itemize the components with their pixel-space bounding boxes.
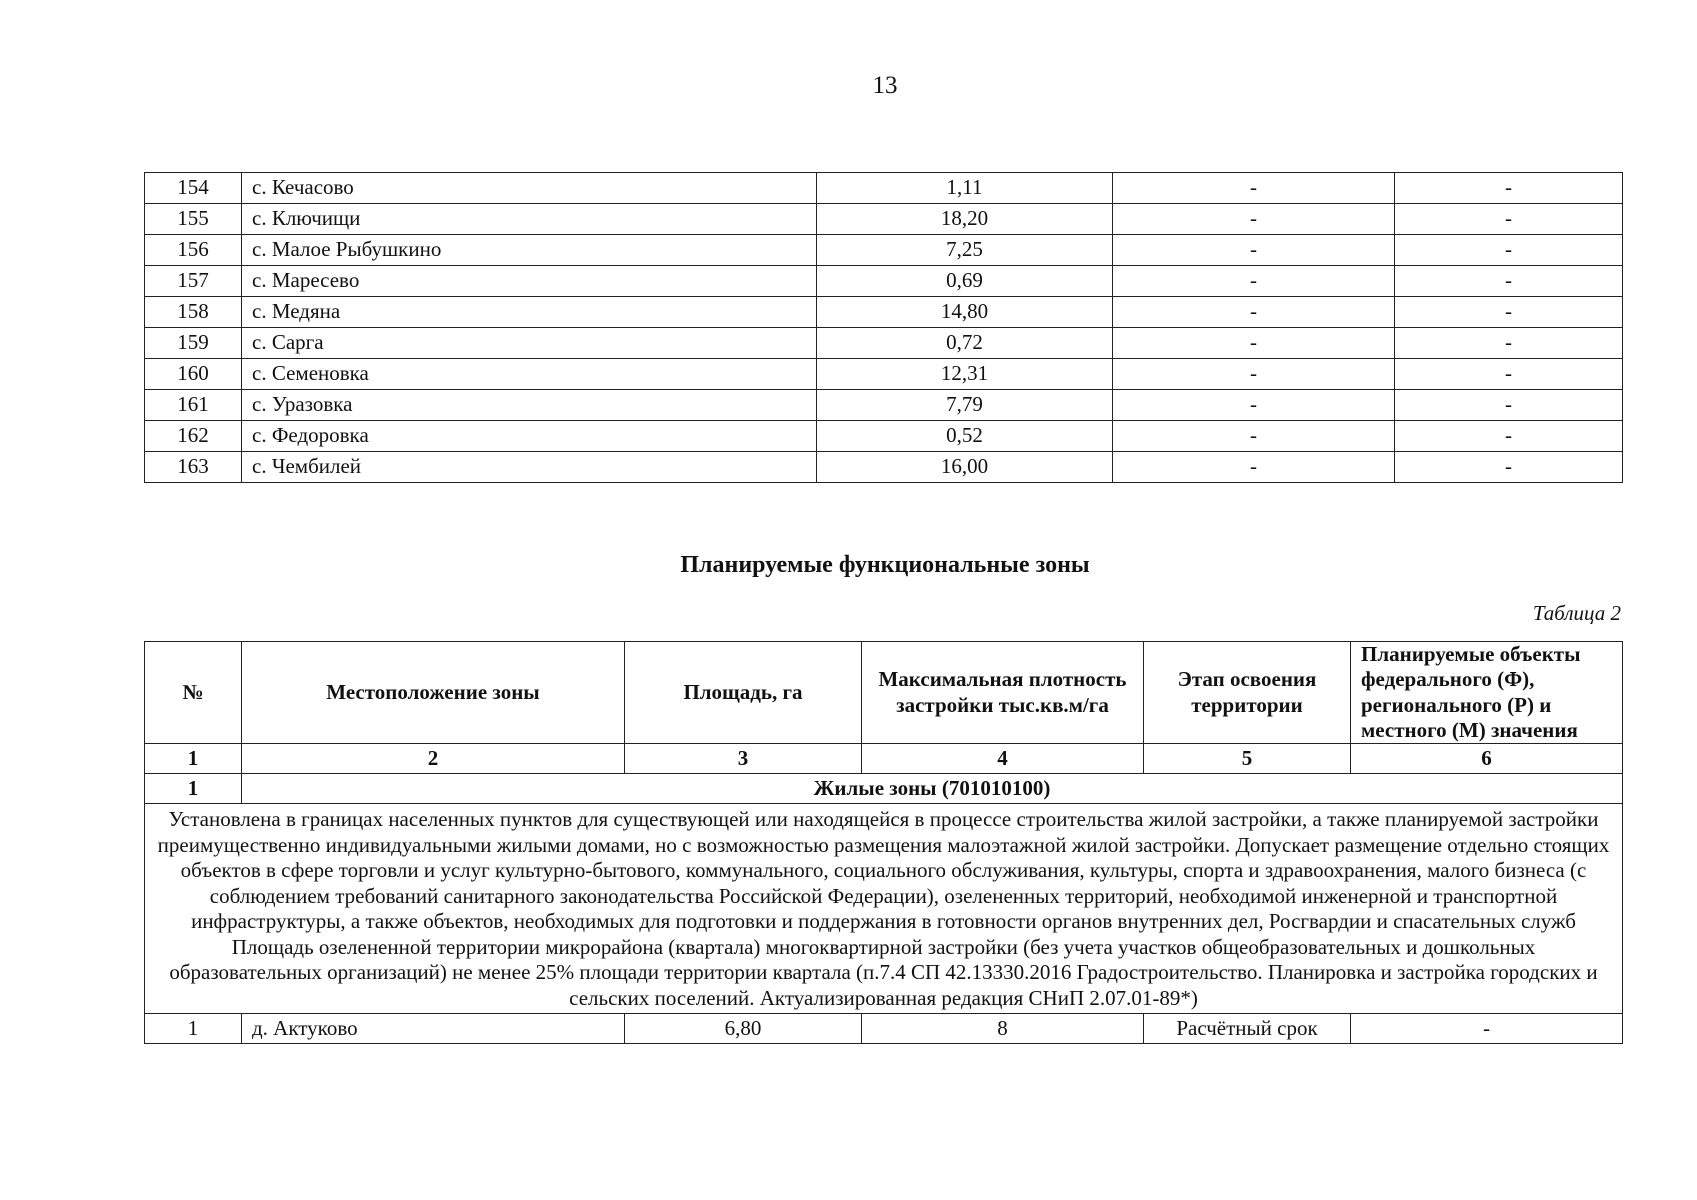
table-row — [145, 1014, 1623, 1044]
zone-description-row — [145, 804, 1623, 1014]
cell-col4: - — [1113, 297, 1395, 328]
cell-num: 157 — [145, 266, 242, 297]
cell-num: 1 — [145, 1014, 242, 1044]
cell-settlement-name: с. Ключищи — [242, 204, 817, 235]
table-row — [145, 328, 1623, 359]
cell-area: 0,52 — [817, 421, 1113, 452]
cell-col4: - — [1113, 390, 1395, 421]
header-num: № — [145, 642, 242, 744]
zones-table — [144, 641, 1623, 1044]
zone-title-row — [145, 774, 1623, 804]
cell-col5: - — [1395, 328, 1623, 359]
cell-col4: - — [1113, 359, 1395, 390]
column-number: 5 — [1144, 744, 1351, 774]
cell-col4: - — [1113, 421, 1395, 452]
cell-area: 0,72 — [817, 328, 1113, 359]
cell-area: 16,00 — [817, 452, 1113, 483]
cell-col4: - — [1113, 328, 1395, 359]
table-row — [145, 266, 1623, 297]
table-row — [145, 173, 1623, 204]
cell-settlement-name: с. Малое Рыбушкино — [242, 235, 817, 266]
cell-location: д. Актуково — [242, 1014, 625, 1044]
cell-settlement-name: с. Федоровка — [242, 421, 817, 452]
cell-area: 0,69 — [817, 266, 1113, 297]
cell-area: 18,20 — [817, 204, 1113, 235]
zone-title: Жилые зоны (701010100) — [242, 774, 1623, 804]
table-row — [145, 390, 1623, 421]
column-number: 6 — [1351, 744, 1623, 774]
settlements-table-body — [145, 173, 1623, 483]
table-row — [145, 421, 1623, 452]
cell-stage: Расчётный срок — [1144, 1014, 1351, 1044]
table-row — [145, 452, 1623, 483]
cell-col5: - — [1395, 390, 1623, 421]
table-row — [145, 235, 1623, 266]
cell-col5: - — [1395, 235, 1623, 266]
settlements-table — [144, 172, 1623, 483]
page-number: 13 — [872, 72, 898, 99]
cell-col4: - — [1113, 235, 1395, 266]
cell-settlement-name: с. Сарга — [242, 328, 817, 359]
section-title: Планируемые функциональные зоны — [680, 552, 1090, 578]
header-objects: Планируемые объекты федерального (Ф), регионального (Р) и местного (М) значения — [1351, 642, 1623, 744]
header-area: Площадь, га — [625, 642, 862, 744]
table-row — [145, 204, 1623, 235]
cell-col4: - — [1113, 204, 1395, 235]
cell-col5: - — [1395, 421, 1623, 452]
column-number: 4 — [862, 744, 1144, 774]
header-density: Максимальная плотность застройки тыс.кв.м/га — [862, 642, 1144, 744]
cell-num: 163 — [145, 452, 242, 483]
cell-num: 156 — [145, 235, 242, 266]
column-number: 1 — [145, 744, 242, 774]
cell-settlement-name: с. Маресево — [242, 266, 817, 297]
header-location: Местоположение зоны — [242, 642, 625, 744]
column-number: 3 — [625, 744, 862, 774]
cell-col5: - — [1395, 359, 1623, 390]
cell-col5: - — [1395, 204, 1623, 235]
cell-objects: - — [1351, 1014, 1623, 1044]
cell-area: 14,80 — [817, 297, 1113, 328]
cell-area: 7,79 — [817, 390, 1113, 421]
cell-col4: - — [1113, 266, 1395, 297]
cell-settlement-name: с. Медяна — [242, 297, 817, 328]
zone-description — [145, 804, 1623, 1014]
cell-area: 1,11 — [817, 173, 1113, 204]
zone-number: 1 — [145, 774, 242, 804]
cell-area: 7,25 — [817, 235, 1113, 266]
cell-col5: - — [1395, 297, 1623, 328]
cell-num: 154 — [145, 173, 242, 204]
table-caption: Таблица 2 — [1532, 601, 1621, 625]
cell-col5: - — [1395, 452, 1623, 483]
column-numbers-row — [145, 744, 1623, 774]
column-number: 2 — [242, 744, 625, 774]
cell-col5: - — [1395, 266, 1623, 297]
cell-density: 8 — [862, 1014, 1144, 1044]
header-row — [145, 642, 1623, 744]
table-row — [145, 297, 1623, 328]
cell-settlement-name: с. Уразовка — [242, 390, 817, 421]
zone-description-paragraph: Площадь озелененной территории микрорайона (квартала) многоквартирной застройки (без учета участков общеобразовательных и дошкольных образовательных организаций) не менее 25% площади территории квартала (п.7.4 СП 42.13330.2016 Градостроительство. Планировка и застройка городских и сельских поселений. Актуализированная редакция СНиП 2.07.01-89*) — [169, 934, 1598, 1010]
cell-area: 12,31 — [817, 359, 1113, 390]
cell-num: 159 — [145, 328, 242, 359]
table-row — [145, 359, 1623, 390]
cell-area: 6,80 — [625, 1014, 862, 1044]
cell-settlement-name: с. Семеновка — [242, 359, 817, 390]
cell-num: 158 — [145, 297, 242, 328]
cell-settlement-name: с. Кечасово — [242, 173, 817, 204]
zone-description-paragraph: Установлена в границах населенных пунктов для существующей или находящейся в процессе строительства жилой застройки, а также планируемой застройки преимущественно индивидуальными жилыми домами, но с возможностью размещения малоэтажной жилой застройки. Допускает размещение отдельно стоящих объектов в сфере торговли и услуг культурно-бытового, коммунального, социального обслуживания, культуры, спорта и здравоохранения, малого бизнеса (с соблюдением требований санитарного законодательства Российской Федерации), озелененных территорий, необходимой инженерной и транспортной инфраструктуры, а также объектов, необходимых для подготовки и поддержания в готовности органов внутренних дел, Росгвардии и спасательных служб — [157, 807, 1610, 933]
cell-num: 161 — [145, 390, 242, 421]
cell-num: 155 — [145, 204, 242, 235]
cell-col5: - — [1395, 173, 1623, 204]
cell-col4: - — [1113, 173, 1395, 204]
cell-num: 162 — [145, 421, 242, 452]
header-stage: Этап освоения территории — [1144, 642, 1351, 744]
cell-num: 160 — [145, 359, 242, 390]
cell-settlement-name: с. Чембилей — [242, 452, 817, 483]
cell-col4: - — [1113, 452, 1395, 483]
